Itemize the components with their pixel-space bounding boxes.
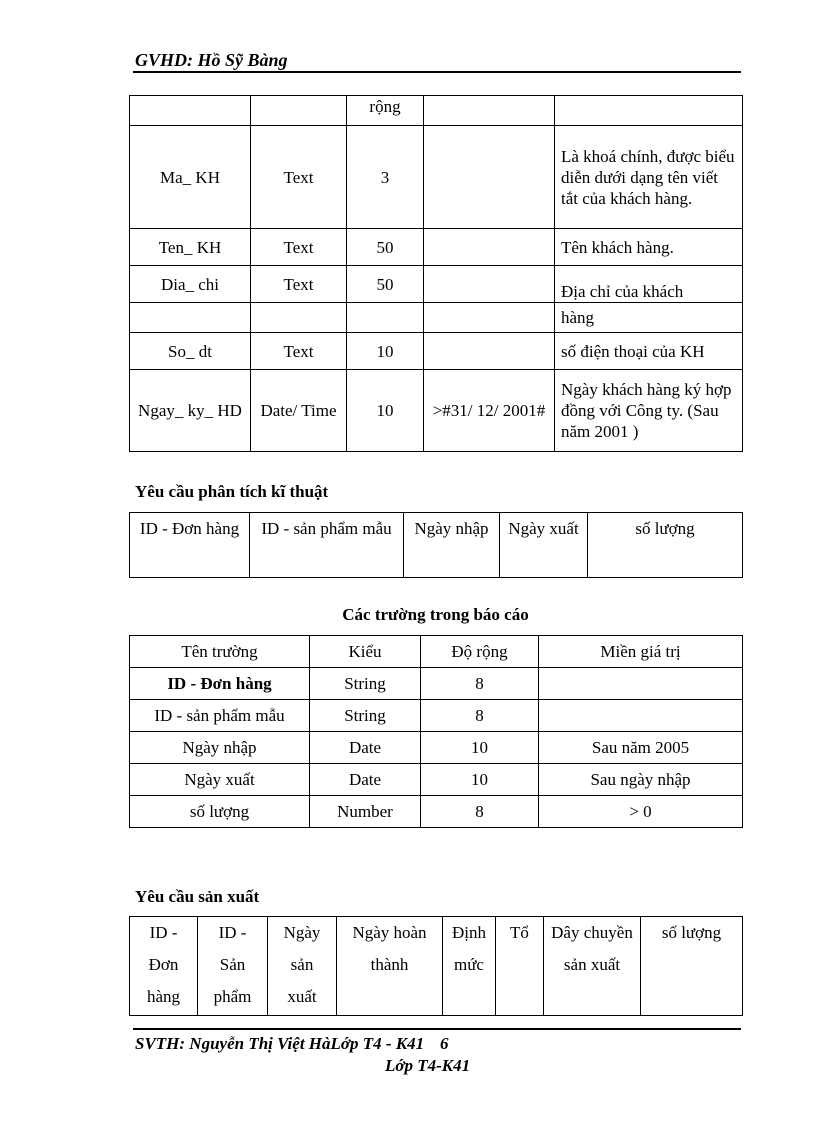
table-row: hàng bbox=[130, 303, 743, 333]
table-row: Ngay_ ky_ HD Date/ Time 10 >#31/ 12/ 2001# Ngày khách hàng ký hợp đồng với Công ty. (Sau năm 2001 ) bbox=[130, 370, 743, 452]
page-number: 6 bbox=[440, 1034, 449, 1053]
table-header-row: Tên trường Kiểu Độ rộng Miền giá trị bbox=[130, 636, 743, 668]
field-table bbox=[129, 95, 743, 452]
report-fields-table bbox=[129, 635, 743, 828]
page-header: GVHD: Hồ Sỹ Bàng bbox=[135, 50, 288, 70]
table-row: So_ dt Text 10 số điện thoại của KH bbox=[130, 333, 743, 370]
section-title-analysis: Yêu cầu phân tích kĩ thuật bbox=[135, 482, 329, 501]
section-title-report-fields: Các trường trong báo cáo bbox=[342, 605, 529, 624]
table-row: ID - Đơn hàng ID - Sản phẩm Ngày sản xuất Ngày hoàn thành Định mức Tổ Dây chuyền sản xuất số lượng bbox=[130, 917, 743, 1016]
table-row: rộng bbox=[130, 96, 743, 126]
table-row: Ngày xuất Date 10 Sau ngày nhập bbox=[130, 764, 743, 796]
table-row: Ten_ KH Text 50 Tên khách hàng. bbox=[130, 229, 743, 266]
footer-student: SVTH: Nguyễn Thị Việt HàLớp T4 - K41 bbox=[135, 1034, 425, 1053]
table-row: ID - sản phẩm mẫu String 8 bbox=[130, 700, 743, 732]
table-row: Ma_ KH Text 3 Là khoá chính, được biểu diễn dưới dạng tên viết tắt của khách hàng. bbox=[130, 126, 743, 229]
footer-class: Lớp T4-K41 bbox=[385, 1056, 471, 1075]
production-table bbox=[129, 916, 743, 1016]
footer-rule bbox=[133, 1028, 741, 1030]
analysis-table bbox=[129, 512, 743, 578]
table-row: Ngày nhập Date 10 Sau năm 2005 bbox=[130, 732, 743, 764]
table-row: ID - Đơn hàng ID - sản phẩm mẫu Ngày nhập Ngày xuất số lượng bbox=[130, 513, 743, 578]
section-title-production: Yêu cầu sản xuất bbox=[135, 887, 260, 906]
table-row: ID - Đơn hàng String 8 bbox=[130, 668, 743, 700]
table-row: số lượng Number 8 > 0 bbox=[130, 796, 743, 828]
header-rule bbox=[133, 71, 741, 73]
table-row: Dia_ chi Text 50 Địa chỉ của khách bbox=[130, 266, 743, 303]
